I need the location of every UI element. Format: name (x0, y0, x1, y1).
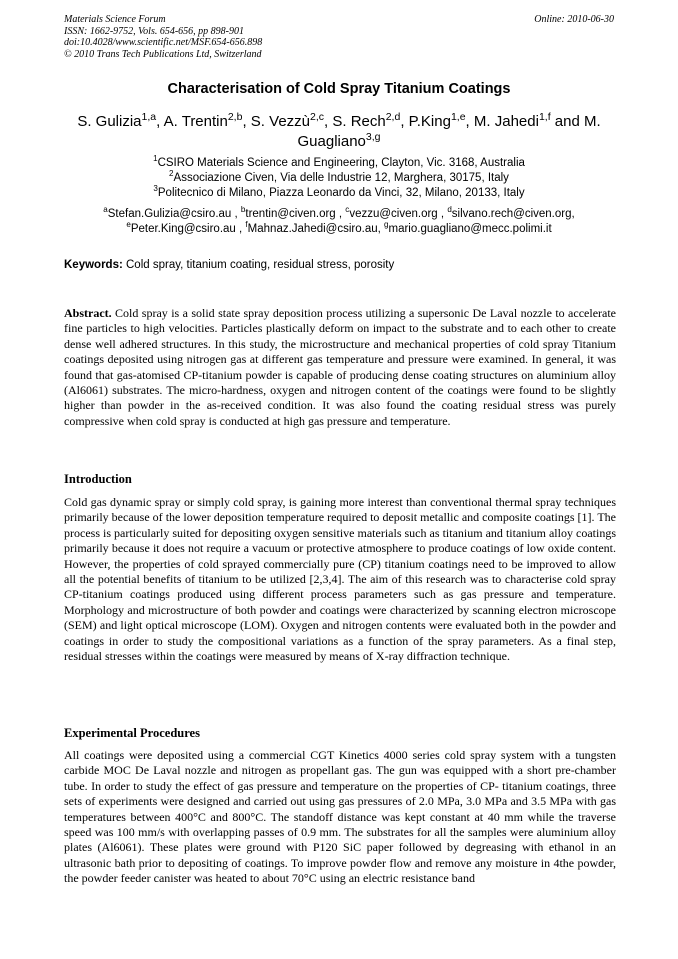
author: A. Trentin$^{2,b}$ (163, 111, 243, 130)
experimental-heading: Experimental Procedures (64, 726, 200, 740)
affiliation-list (40, 156, 638, 201)
author: P.King$^{1,e}$ (408, 111, 466, 130)
email-link[interactable]: Peter.King@csiro.au (130, 223, 236, 235)
affiliation: $^3$Politecnico di Milano, Piazza Leonardo da Vinci, 32, Milano, 20133, Italy (153, 184, 525, 199)
email-line: $^a$Stefan.Gulizia@csiro.au , $^b$trentin@civen.org , $^c$vezzu@civen.org , $^d$silvano.rech@civen.org, (103, 205, 575, 220)
email-link[interactable]: vezzu@civen.org (349, 208, 438, 220)
email-line: $^e$Peter.King@csiro.au , $^f$Mahnaz.Jahedi@csiro.au, $^g$mario.guagliano@mecc.polimi.it (126, 220, 552, 235)
journal-header (64, 14, 262, 60)
experimental-text: All coatings were deposited using a commercial CGT Kinetics 4000 series cold spray system with a tungsten carbide MOC De Laval nozzle and nitrogen as propellant gas. The gun was equipped with a short pre-chamber tube. In order to study the effect of gas pressure and temperature on the properties of CP- titanium coatings, three sets of experiments were designed and carried out using gas pressures of 2.0 MPa, 3.0 MPa and 3.5 MPa with gas temperatures between 400°C and 800°C. The standoff distance was kept constant at 40 mm while the traverse speed was 100 mm/s with overlapping passes of 0.9 mm. The substrates for all the samples were aluminium alloy plates (Al6061). These plates were ground with P120 SiC paper followed by degreasing with ethanol in an ultrasonic bath prior to depositing of coatings. To improve powder flow and remove any moisture in 4the powder, the powder feeder canister was heated to about 70°C using an electric resistance band (64, 748, 616, 886)
email-list (30, 207, 648, 237)
paper-title: Characterisation of Cold Spray Titanium Coatings (167, 81, 511, 97)
issn-line: ISSN: 1662-9752, Vols. 654-656, pp 898-901 (64, 25, 244, 37)
introduction-heading: Introduction (64, 472, 132, 486)
author: S. Gulizia$^{1,a}$ (77, 111, 157, 130)
introduction-text: Cold gas dynamic spray or simply cold spray, is gaining more interest than conventional thermal spray techniques primarily because of the lower deposition temperature required to deposit metallic and composite coatings [1]. The process is particularly suited for depositing oxygen sensitive materials such as titanium and titanium alloy coatings primarily because it does not require a vacuum or protective atmosphere to produce coatings of low oxide content. However, the properties of cold sprayed commercially pure (CP) titanium coatings need to be improved to allow all the potential benefits of titanium to be utilized [2,3,4]. The aim of this research was to characterise cold spray CP-titanium coatings produced using different process parameters such as gas pressure and temperature. Morphology and microstructure of both powder and coatings were characterized by scanning electron microscope (SEM) and light optical microscope (LOM). Oxygen and nitrogen contents were evaluated both in the powder and coatings in order to study the compositional variations as a function of the spray parameters. As a final step, residual stresses within the coatings were measured by means of X-ray diffraction technique. (64, 495, 616, 664)
journal-name: Materials Science Forum (64, 14, 166, 25)
keywords-text: Cold spray, titanium coating, residual stress, porosity (122, 259, 395, 271)
email-link[interactable]: Mahnaz.Jahedi@csiro.au, (247, 223, 381, 235)
abstract-text: Cold spray is a solid state spray deposition process utilizing a supersonic De Laval nozzle to accelerate fine particles to high velocities. Particles plastically deform on impact to the substrate and to each other to create dense well adhered structures. In this study, the microstructure and mechanical properties of cold spray Titanium coatings deposited using nitrogen gas at different gas temperature and pressure were examined. In general, it was found that gas-atomised CP-titanium powder is capable of producing dense coating structures on aluminium alloy (Al6061) substrates. The micro-hardness, oxygen and nitrogen content of the coatings were found to be slightly higher than powder in the as-received condition. It was also found the coating residual stress was purely compressive when cold spray is conducted at high gas pressure and temperature. (64, 306, 616, 428)
abstract (64, 306, 616, 429)
email-link[interactable]: trentin@civen.org (245, 208, 336, 220)
email-link[interactable]: Stefan.Gulizia@csiro.au (107, 208, 232, 220)
author: M. Jahedi$^{1,f}$ (473, 111, 551, 130)
author: M. Guagliano$^{3,g}$ (297, 113, 601, 150)
author: S. Rech$^{2,d}$ (332, 111, 401, 130)
keywords (64, 258, 616, 273)
author: S. Vezzù$^{2,c}$ (250, 111, 325, 130)
email-link[interactable]: silvano.rech@civen.org, (451, 208, 575, 220)
copyright-line: © 2010 Trans Tech Publications Ltd, Switzerland (64, 48, 262, 60)
author-list: S. Gulizia$^{1,a}$, A. Trentin$^{2,b}$, S. Vezzù$^{2,c}$, S. Rech$^{2,d}$, P.King$^{1,e}$, M. Jahedi$^{1,f}$ and M. Guagliano$^{3,g}$ (77, 111, 601, 150)
doi-line[interactable]: doi:10.4028/www.scientific.net/MSF.654-656.898 (64, 37, 263, 48)
email-link[interactable]: mario.guagliano@mecc.polimi.it (388, 223, 552, 235)
affiliation: $^1$CSIRO Materials Science and Engineering, Clayton, Vic. 3168, Australia (153, 154, 525, 169)
affiliation: $^2$Associazione Civen, Via delle Industrie 12, Marghera, 30175, Italy (169, 169, 509, 184)
online-date: Online: 2010-06-30 (534, 14, 614, 25)
keywords-label: Keywords: (64, 259, 123, 271)
abstract-label: Abstract. (64, 306, 112, 320)
